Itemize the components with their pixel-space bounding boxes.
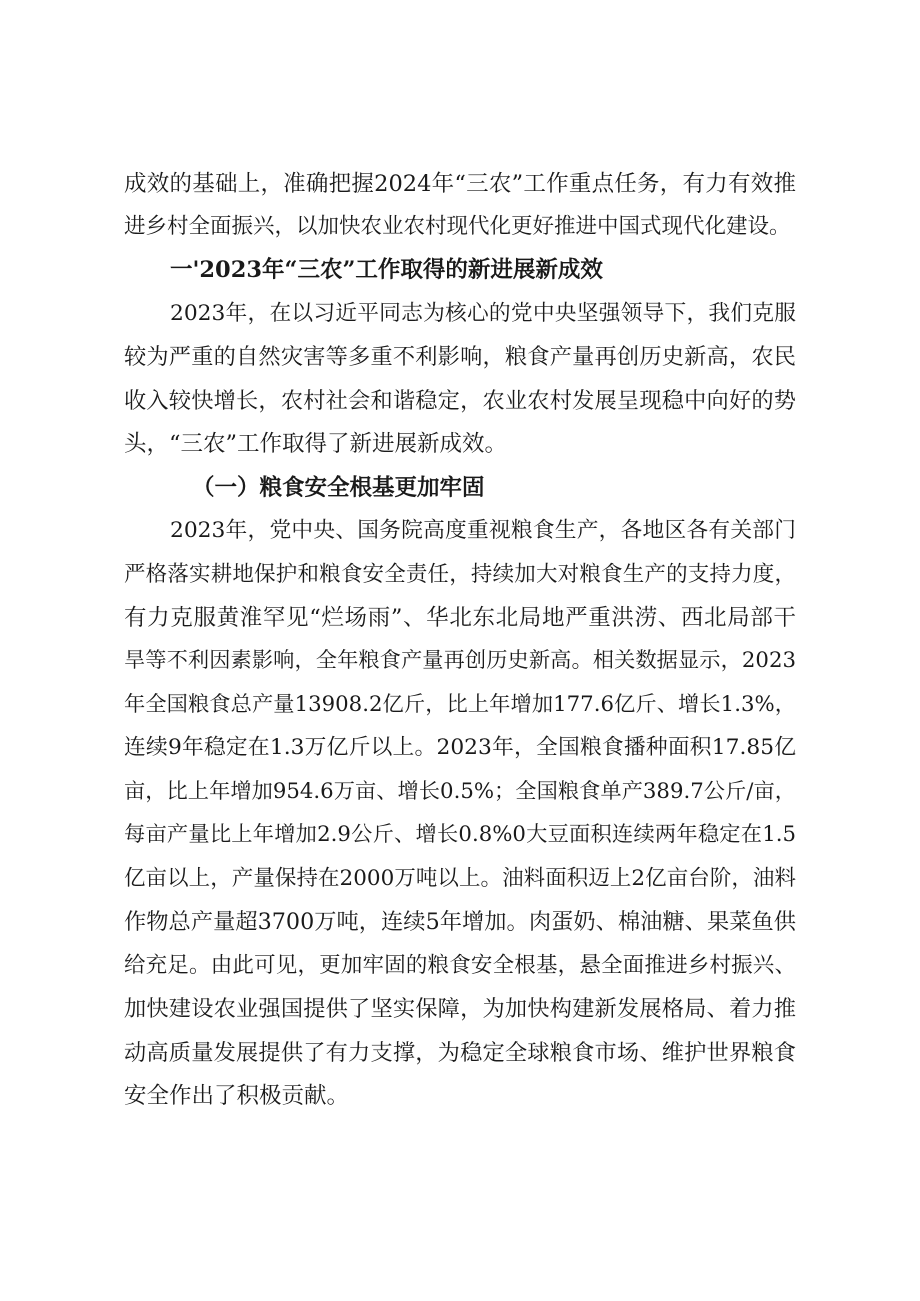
body-text-line: 安全作出了积极贡献。	[124, 1083, 350, 1109]
body-text-line: 进乡村全面振兴，以加快农业农村现代化更好推进中国式现代化建设。	[124, 214, 791, 239]
body-text-line: 收入较快增长，农村社会和谐稳定，农业农村发展呈现稳中向好的势	[124, 388, 796, 414]
body-text-line: 作物总产量超3700万吨，连续5年增加。肉蛋奶、棉油糖、果菜鱼供	[124, 909, 796, 935]
body-text-line: 成效的基础上，准确把握2024年“三农”工作重点任务，有力有效推	[124, 171, 796, 197]
body-text-line: 有力克服黄淮罕见“烂场雨”、华北东北局地严重洪涝、西北局部干	[124, 605, 796, 631]
body-text-line: 头，“三农”工作取得了新进展新成效。	[124, 431, 508, 457]
body-text-line: 动高质量发展提供了有力支撑，为稳定全球粮食市场、维护世界粮食	[124, 1040, 796, 1066]
body-text-line: 连续9年稳定在1.3万亿斤以上。2023年，全国粮食播种面积17.85亿	[124, 735, 796, 760]
body-text-line: 亿亩以上，产量保持在2000万吨以上。油料面积迈上2亿亩台阶，油料	[124, 866, 796, 891]
body-text-line: 严格落实耕地保护和粮食安全责任，持续加大对粮食生产的支持力度，	[124, 562, 796, 587]
body-text-line: 每亩产量比上年增加2.9公斤、增长0.8%0大豆面积连续两年稳定在1.5	[124, 822, 796, 847]
section-heading: 一'2023年“三农”工作取得的新进展新成效	[170, 257, 603, 283]
body-text-line: 亩，比上年增加954.6万亩、增长0.5%；全国粮食单产389.7公斤/亩，	[124, 779, 796, 804]
body-text-line: 给充足。由此可见，更加牢固的粮食安全根基，悬全面推进乡村振兴、	[124, 953, 796, 978]
body-text-line: 年全国粮食总产量13908.2亿斤，比上年增加177.6亿斤、增长1.3%，	[124, 692, 796, 717]
body-text-line: 加快建设农业强国提供了坚实保障，为加快构建新发展格局、着力推	[124, 996, 796, 1022]
subsection-heading: （一）粮食安全根基更加牢固	[192, 475, 485, 501]
body-text-line: 旱等不利因素影响，全年粮食产量再创历史新高。相关数据显示，2023	[124, 648, 796, 673]
body-text-line: 较为严重的自然灾害等多重不利影响，粮食产量再创历史新高，农民	[124, 344, 796, 370]
body-text-line: 2023年，党中央、国务院高度重视粮食生产，各地区各有关部门	[170, 518, 796, 543]
body-text-line: 2023年，在以习近平同志为核心的党中央坚强领导下，我们克服	[170, 301, 796, 326]
